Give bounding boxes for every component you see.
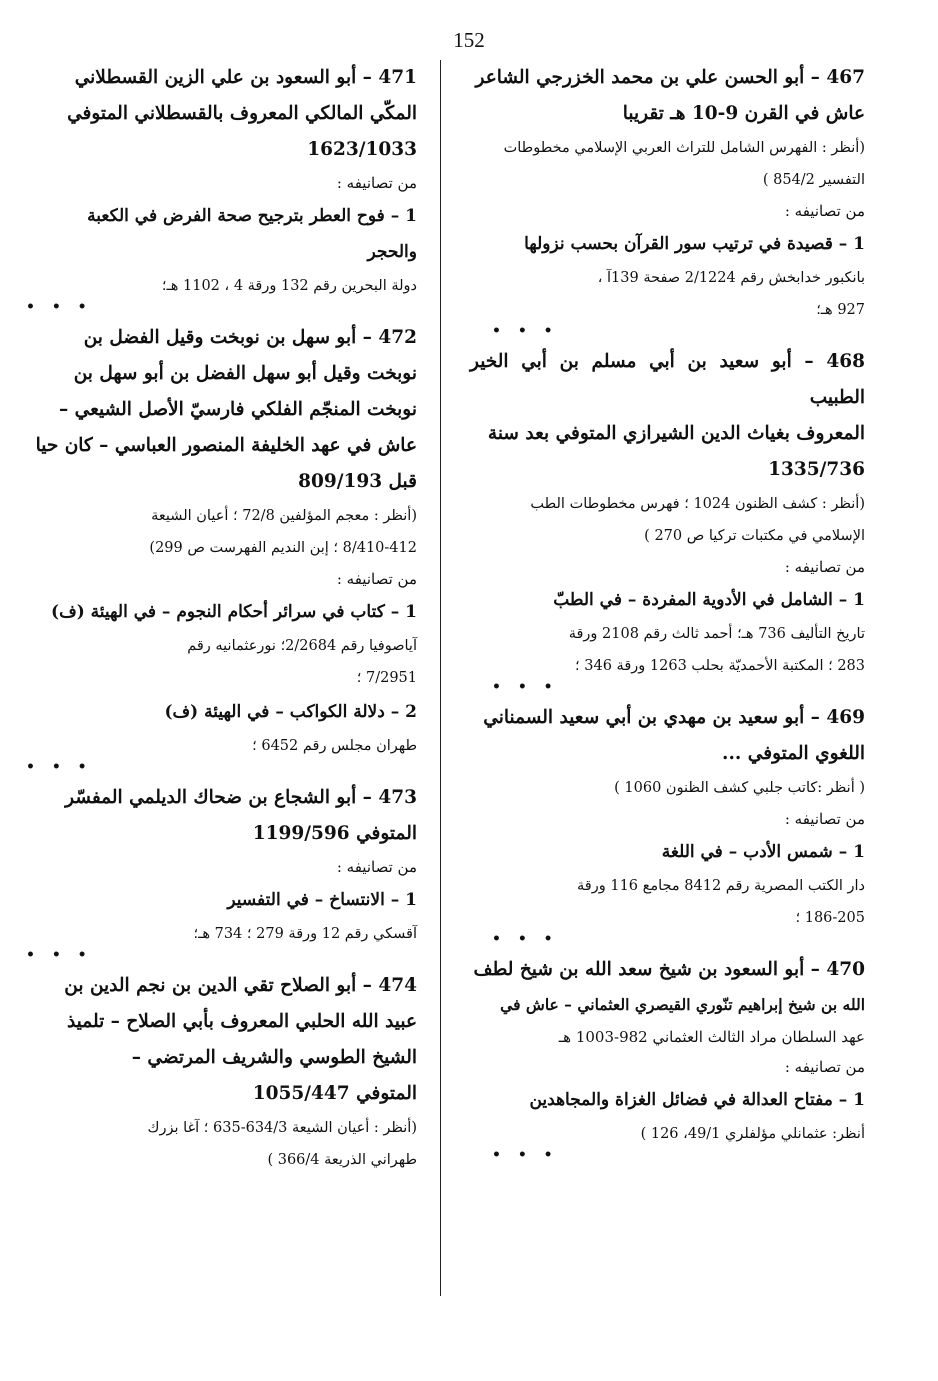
manuscript-location: 7/2951 ؛ [356,670,417,686]
entry-heading: نوبخت المنجّم الفلكي فارسيّ الأصل الشيعي – [58,399,417,420]
entry-heading: 1335/736 [768,459,865,480]
entry-heading: المتوفي 1055/447 [252,1083,417,1104]
work-title: 1 – فوح العطر بترجيح صحة الفرض في الكعبة [87,206,417,226]
entry-separator: • • • [492,1147,559,1163]
entry-reference: 8/410-412 ؛ إبن النديم الفهرست ص 299) [149,540,417,556]
entry-469 [470,700,865,946]
work-title: 1 – شمس الأدب – في اللغة [661,842,865,862]
manuscript-location: 927 هـ؛ [816,302,865,318]
manuscript-location: تاريخ التأليف 736 هـ؛ أحمد ثالث رقم 2108 ورقة [568,626,865,642]
entry-reference: (أنظر : أعيان الشيعة 634/3-635 ؛ آغا بزرك [147,1120,417,1136]
entry-473 [22,780,417,962]
work-title: 1 – الانتساخ – في التفسير [227,890,417,910]
works-label: من تصانيفه : [784,810,865,828]
entry-471 [22,60,417,314]
entry-heading: 470 – أبو السعود بن شيخ سعد الله بن شيخ لطف [473,959,865,980]
entry-heading: 1623/1033 [307,139,417,160]
entry-heading: عاش في عهد الخليفة المنصور العباسي – كان حيا [35,435,417,456]
entry-heading: نوبخت وقيل أبو سهل الفضل بن أبو سهل بن [73,363,417,384]
entry-heading: قبل 809/193 [298,471,417,492]
work-title: 1 – مفتاح العدالة في فضائل الغزاة والمجاهدين [529,1090,865,1110]
entry-heading: عبيد الله الحلبي المعروف بأبي الصلاح – تلميذ [66,1011,417,1032]
work-title: 2 – دلالة الكواكب – في الهيئة (ف) [164,702,417,722]
works-label: من تصانيفه : [784,202,865,220]
entry-heading: 471 – أبو السعود بن علي الزين القسطلاني [74,67,417,88]
manuscript-location: طهران مجلس رقم 6452 ؛ [252,738,417,754]
entry-heading: عهد السلطان مراد الثالث العثماني 982-1003 هـ [558,1028,865,1046]
entry-468 [470,344,865,694]
page-number: 152 [453,28,485,52]
manuscript-location: 186-205 ؛ [795,910,865,926]
work-title: 1 – الشامل في الأدوية المفردة – في الطبّ [553,590,865,610]
entry-separator: • • • [26,299,93,315]
entry-reference: أنظر: عثمانلي مؤلفلري 49/1، 126 ) [640,1126,865,1142]
entry-heading: المكّي المالكي المعروف بالقسطلاني المتوفي [67,103,417,124]
entry-reference: طهراني الذريعة 366/4 ) [267,1152,417,1168]
entry-470 [470,952,865,1162]
entry-heading: الله بن شيخ إبراهيم تنّوري القيصري العثماني – عاش في [500,995,865,1014]
work-title: 1 – قصيدة في ترتيب سور القرآن بحسب نزولها [524,234,865,254]
work-title: 1 – كتاب في سرائر أحكام النجوم – في الهيئة (ف) [51,602,417,622]
entry-heading: 473 – أبو الشجاع بن ضحاك الديلمي المفسّر [65,787,417,808]
left-column [22,60,417,1176]
entry-heading: المتوفي 1199/596 [252,823,417,844]
entry-heading: 468 – أبو سعيد بن أبي مسلم بن أبي الخير الطبيب [470,351,865,408]
entry-separator: • • • [26,947,93,963]
entry-heading: 469 – أبو سعيد بن مهدي بن أبي سعيد السمناني [483,707,865,728]
entry-reference: الإسلامي في مكتبات تركيا ص 270 ) [644,528,865,544]
entry-heading: الشيخ الطوسي والشريف المرتضي – [131,1047,417,1068]
manuscript-location: آياصوفيا رقم 2/2684؛ نورعثمانيه رقم [187,638,417,654]
works-label: من تصانيفه : [336,174,417,192]
entry-reference: ( أنظر :كاتب جلبي كشف الظنون 1060 ) [614,780,865,796]
entry-heading: 467 – أبو الحسن علي بن محمد الخزرجي الشاعر [475,67,865,88]
entry-reference: (أنظر : كشف الظنون 1024 ؛ فهرس مخطوطات الطب [530,496,865,512]
column-divider [440,60,441,1296]
entry-separator: • • • [492,931,559,947]
works-label: من تصانيفه : [784,1058,865,1076]
works-label: من تصانيفه : [336,570,417,588]
entry-heading: 474 – أبو الصلاح تقي الدين بن نجم الدين بن [64,975,417,996]
entry-heading: المعروف بغياث الدين الشيرازي المتوفي بعد سنة [487,423,865,444]
right-column [470,60,865,1168]
manuscript-location: 283 ؛ المكتبة الأحمديّة بحلب 1263 ورقة 346 ؛ [575,658,865,674]
entry-heading: 472 – أبو سهل بن نوبخت وقيل الفضل بن [83,327,417,348]
entry-472 [22,320,417,774]
entry-reference: (أنظر : الفهرس الشامل للتراث العربي الإسلامي مخطوطات [503,140,865,156]
entry-reference: التفسير 854/2 ) [762,172,865,188]
entry-heading: عاش في القرن 9-10 هـ تقريبا [622,103,865,124]
entry-separator: • • • [492,679,559,695]
manuscript-location: آقسكي رقم 12 ورقة 279 ؛ 734 هـ؛ [193,926,417,942]
entry-reference: (أنظر : معجم المؤلفين 72/8 ؛ أعيان الشيعة [151,508,417,524]
entry-467 [470,60,865,338]
entry-474 [22,968,417,1176]
works-label: من تصانيفه : [784,558,865,576]
entry-separator: • • • [492,323,559,339]
work-title: والحجر [367,242,417,262]
manuscript-location: دار الكتب المصرية رقم 8412 مجامع 116 ورقة [577,878,865,894]
manuscript-location: بانكبور خدابخش رقم 2/1224 صفحة 139آ ، [597,270,865,286]
entry-separator: • • • [26,759,93,775]
entry-heading: اللغوي المتوفي ... [722,743,865,764]
works-label: من تصانيفه : [336,858,417,876]
manuscript-location: دولة البحرين رقم 132 ورقة 4 ، 1102 هـ؛ [161,278,417,294]
